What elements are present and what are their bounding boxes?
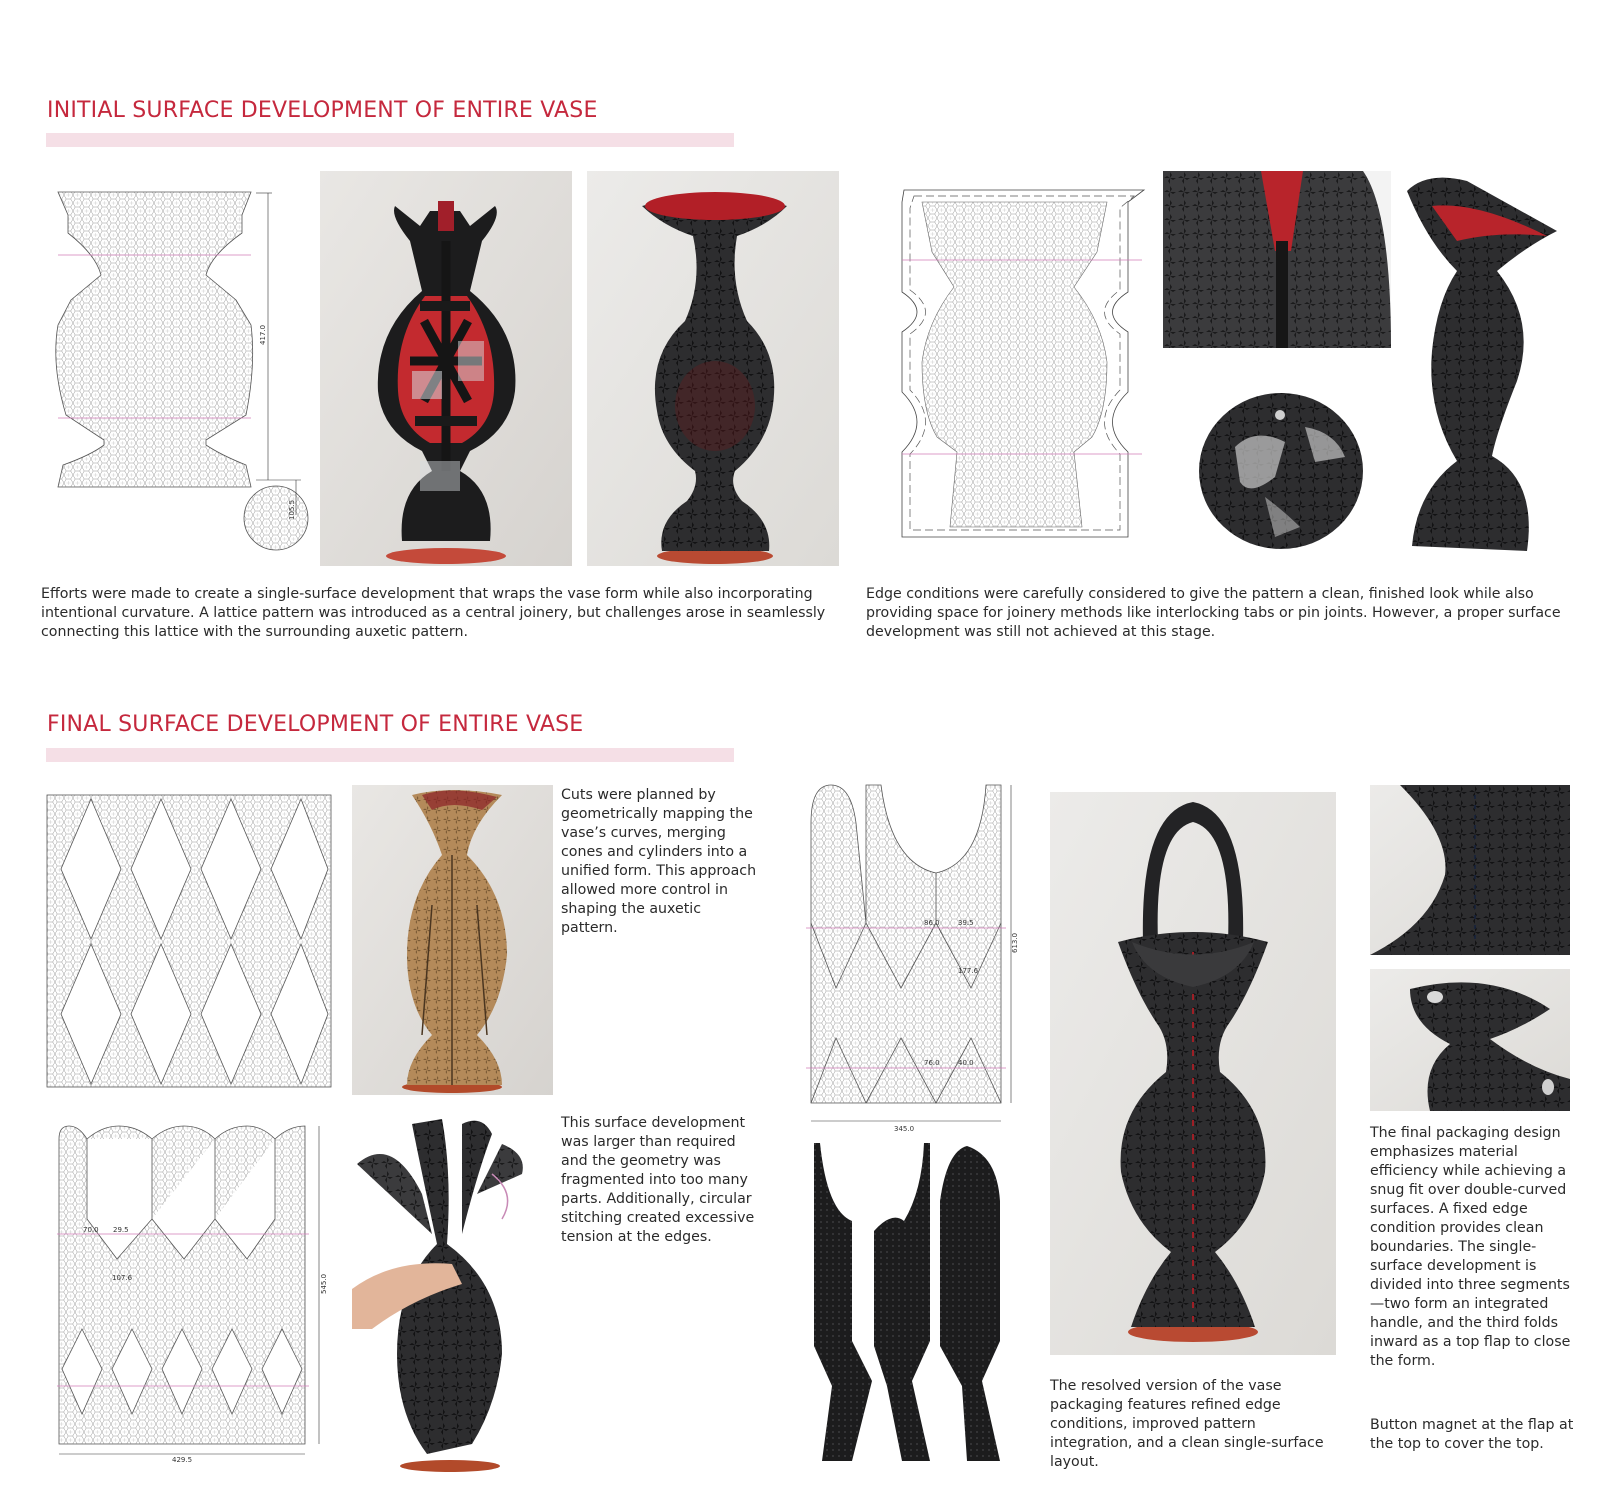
vase-outline bbox=[56, 192, 253, 487]
text-final-packaging: The final packaging design emphasizes material efficiency while achieving a snug fit over double-curved surfaces. A fixed edge condition provides clean boundaries. The single-surface development is divided into three segments—two form an integrated handle, and the third folds inward as a top flap to close the form. bbox=[1370, 1125, 1571, 1369]
photo-lattice-vase-prototype bbox=[320, 171, 572, 566]
photo-kraft-prototype bbox=[352, 785, 553, 1095]
photo-final-vase bbox=[1050, 792, 1336, 1355]
title-underline-bar bbox=[46, 133, 734, 147]
dim-a1: 70.0 bbox=[83, 1226, 99, 1234]
dim-small: 105.5 bbox=[288, 499, 296, 520]
initial-surface-drawing bbox=[46, 175, 316, 560]
photo-closeup-seam bbox=[1163, 171, 1391, 348]
dim-width-b: 345.0 bbox=[894, 1125, 915, 1133]
dim-a3: 107.6 bbox=[112, 1274, 133, 1282]
photo-closeup-flap bbox=[1370, 969, 1570, 1111]
text-larger-development: This surface development was larger than required and the geometry was fragmented into too many parts. Additionally, circular stitching created excessive tension at the edges. bbox=[561, 1115, 755, 1245]
dim-b2: 39.5 bbox=[958, 919, 974, 927]
dim-width-a: 429.5 bbox=[172, 1456, 193, 1464]
text-resolved-version: The resolved version of the vase packaging features refined edge conditions, improved pattern integration, and a clean single-surface layout. bbox=[1050, 1378, 1324, 1470]
text-cuts-planned: Cuts were planned by geometrically mapping the vase’s curves, merging cones and cylinders into a unified form. This approach allowed more control in shaping the auxetic pattern. bbox=[561, 787, 757, 936]
photo-black-vase-initial bbox=[587, 171, 839, 566]
text-button-magnet: Button magnet at the flap at the top to cover the top. bbox=[1370, 1417, 1574, 1452]
dim-height-a: 545.0 bbox=[320, 1273, 328, 1294]
dim-b1: 86.0 bbox=[924, 919, 940, 927]
black-felt-cut-pieces bbox=[812, 1141, 1012, 1466]
photo-twisted-vase bbox=[1397, 171, 1573, 562]
final-surface-drawing bbox=[806, 783, 1018, 1133]
photo-closeup-waist bbox=[1370, 785, 1570, 955]
photo-hand-prototype bbox=[352, 1114, 553, 1474]
caption-initial-right: Edge conditions were carefully considered to give the pattern a clean, finished look while also providing space for joinery methods like interlocking tabs or pin joints. However, a proper surface development was still not achieved at this stage. bbox=[866, 586, 1561, 640]
dim-b5: 40.0 bbox=[958, 1059, 974, 1067]
dim-b4: 76.0 bbox=[924, 1059, 940, 1067]
title-underline-bar bbox=[46, 748, 734, 762]
dim-a2: 29.5 bbox=[113, 1226, 129, 1234]
section-title-final: FINAL SURFACE DEVELOPMENT OF ENTIRE VASE bbox=[47, 712, 584, 737]
dim-height: 417.0 bbox=[259, 324, 267, 345]
dim-height-b: 613.0 bbox=[1011, 932, 1019, 953]
caption-initial-left: Efforts were made to create a single-surface development that wraps the vase form while also incorporating intentional curvature. A lattice pattern was introduced as a central joinery, but challenges arose in seamlessly connecting this lattice with the surrounding auxetic pattern. bbox=[41, 586, 826, 640]
large-surface-drawing bbox=[57, 1124, 329, 1464]
section-title-initial: INITIAL SURFACE DEVELOPMENT OF ENTIRE VASE bbox=[47, 98, 598, 123]
cut-mapping-drawing bbox=[46, 794, 332, 1088]
edge-condition-drawing bbox=[892, 182, 1152, 547]
photo-top-down-view bbox=[1195, 387, 1367, 562]
dim-b3: 177.6 bbox=[958, 967, 979, 975]
